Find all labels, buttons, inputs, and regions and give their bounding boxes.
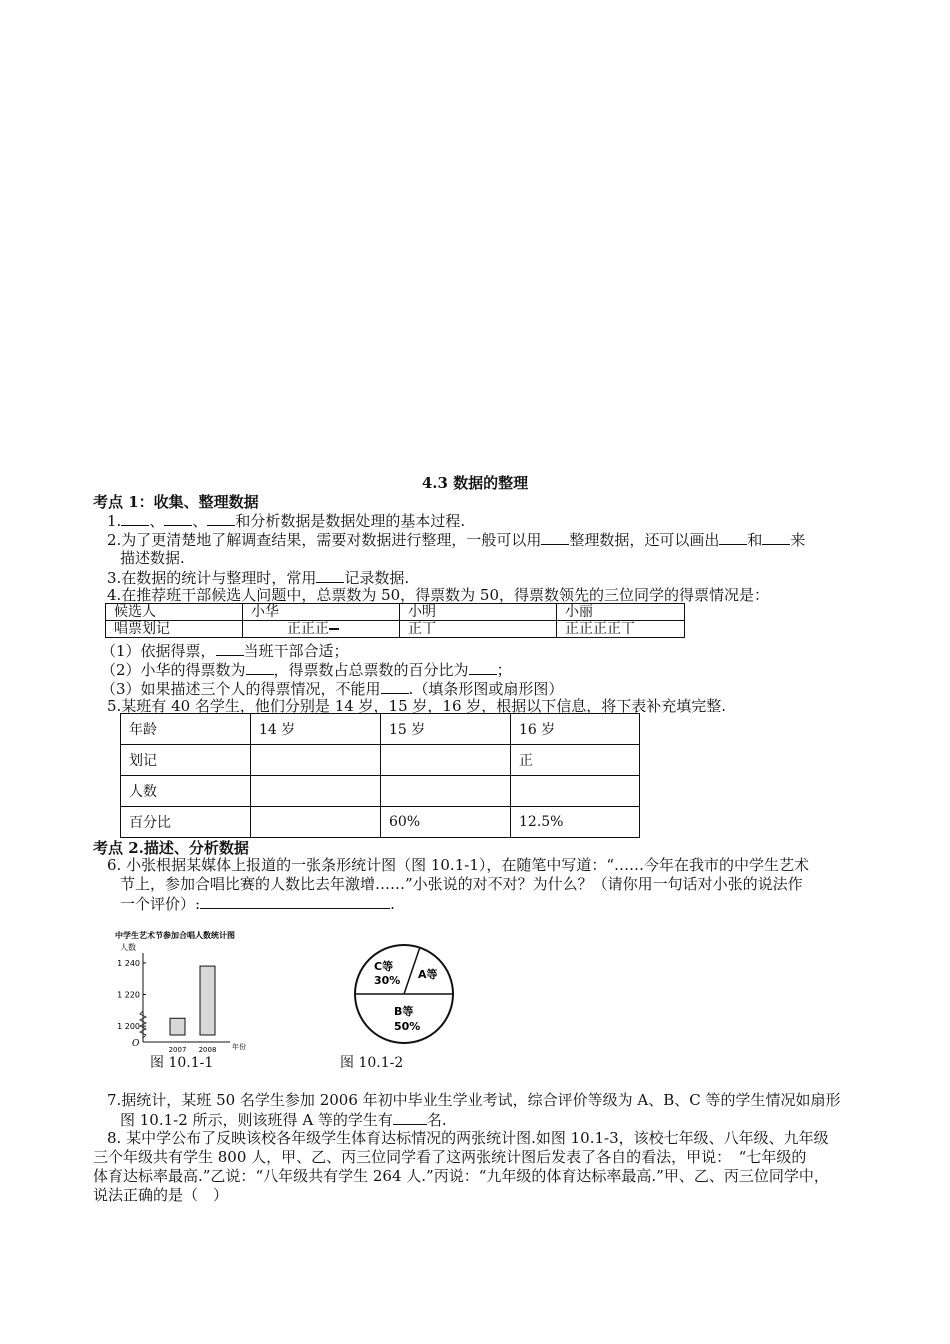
question-2-line2: 描述数据.	[120, 549, 185, 567]
question-7-line1: 7.据统计，某班 50 名学生参加 2006 年初中毕业生学业考试，综合评价等级为 A、B、C 等的学生情况如扇形	[107, 1091, 841, 1109]
question-5: 5.某班有 40 名学生，他们分别是 14 岁，15 岁，16 岁，根据以下信息，将下表补充填完整.	[107, 697, 727, 715]
question-4-part3: （3）如果描述三个人的得票情况，不能用 .（填条形图或扇形图）	[101, 680, 564, 698]
slice-b-value: 50%	[394, 1020, 421, 1033]
table-cell: 60%	[381, 807, 511, 838]
blank[interactable]	[762, 530, 790, 545]
table-cell: 人数	[121, 776, 251, 807]
slice-c-value: 30%	[374, 974, 401, 987]
blank[interactable]	[207, 511, 235, 526]
table-cell[interactable]	[381, 776, 511, 807]
blank[interactable]	[381, 679, 409, 694]
vote-table	[105, 603, 685, 638]
question-8-line3: 体育达标率最高.”乙说：“八年级共有学生 264 人.”丙说：“九年级的体育达标率最高.”甲、乙、丙三位同学中，	[93, 1167, 829, 1185]
question-8-line1: 8. 某中学公布了反映该校各年级学生体育达标情况的两张统计图.如图 10.1-3，该校七年级、八年级、九年级	[107, 1129, 829, 1147]
question-2: 2.为了更清楚地了解调查结果，需要对数据进行整理，一般可以用 整理数据，还可以画出 和 来	[107, 531, 806, 549]
table-cell: 唱票划记	[106, 621, 243, 638]
bar-2007	[170, 1018, 185, 1035]
table-cell: 百分比	[121, 807, 251, 838]
question-1: 1. 、 、 和分析数据是数据处理的基本过程.	[107, 512, 466, 530]
slice-c-label: C等	[374, 960, 394, 973]
question-7-line2: 图 10.1-2 所示，则该班得 A 等的学生有 名.	[120, 1111, 447, 1129]
question-3: 3.在数据的统计与整理时，常用 记录数据.	[107, 569, 410, 587]
y-tick-label: 1 200	[117, 1022, 140, 1032]
bars	[169, 966, 217, 1054]
table-cell: 16 岁	[511, 714, 640, 745]
x-axis-label: 年份	[232, 1043, 246, 1051]
blank[interactable]	[541, 530, 569, 545]
table-cell: 12.5%	[511, 807, 640, 838]
table-cell: 划记	[121, 745, 251, 776]
slice-a-label: A等	[418, 968, 438, 981]
table-cell: 正丅	[400, 621, 557, 638]
y-ticks	[117, 959, 146, 1031]
section-2-heading: 考点 2.描述、分析数据	[93, 839, 249, 857]
blank[interactable]	[246, 660, 274, 675]
table-cell[interactable]	[381, 745, 511, 776]
blank[interactable]	[719, 530, 747, 545]
table-cell: 小明	[400, 604, 557, 621]
table-cell: 正正正	[243, 621, 400, 638]
y-tick-label: 1 220	[117, 990, 140, 1000]
section-1-heading: 考点 1：收集、整理数据	[93, 493, 259, 511]
y-tick-label: 1 240	[117, 958, 140, 968]
question-6-line3: 一个评价）: .	[120, 895, 395, 913]
table-row	[121, 745, 640, 776]
origin-label: O	[132, 1039, 140, 1049]
figure-caption-1: 图 10.1-1	[150, 1055, 214, 1071]
tally-stroke	[329, 628, 339, 630]
table-row	[106, 604, 685, 621]
answer-blank[interactable]	[200, 894, 390, 909]
table-row	[121, 776, 640, 807]
table-row	[106, 621, 685, 638]
bar-2008	[200, 966, 215, 1035]
table-row	[121, 807, 640, 838]
age-table	[120, 713, 640, 838]
pie-chart	[350, 940, 460, 1050]
question-6-line1: 6. 小张根据某媒体上报道的一张条形统计图（图 10.1-1），在随笔中写道：“……今年在我市的中学生艺术	[107, 856, 810, 874]
table-cell: 正	[511, 745, 640, 776]
blank[interactable]	[469, 660, 497, 675]
slice-b-label: B等	[394, 1005, 414, 1018]
x-tick-label: 2008	[198, 1046, 217, 1054]
question-6-line2: 节上，参加合唱比赛的人数比去年激增……”小张说的对不对？为什么？（请你用一句话对小张的说法作	[120, 875, 803, 893]
question-8-line2: 三个年级共有学生 800 人，甲、乙、丙三位同学看了这两张统计图后发表了各自的看法，甲说： “七年级的	[93, 1148, 807, 1166]
blank[interactable]	[393, 1110, 427, 1125]
figure-caption-2: 图 10.1-2	[340, 1055, 404, 1071]
blank[interactable]	[316, 568, 344, 583]
question-4: 4.在推荐班干部候选人问题中，总票数为 50，得票数为 50，得票数领先的三位同学的得票情况是：	[107, 586, 770, 604]
question-4-part1: （1）依据得票， 当班干部合适；	[101, 642, 349, 660]
table-cell: 正正正正丅	[557, 621, 685, 638]
blank[interactable]	[216, 641, 244, 656]
page-title: 4.3 数据的整理	[421, 474, 529, 492]
table-cell: 15 岁	[381, 714, 511, 745]
table-cell[interactable]	[251, 807, 381, 838]
table-cell: 候选人	[106, 604, 243, 621]
question-4-part2: （2）小华的得票数为 ，得票数占总票数的百分比为 ；	[101, 661, 512, 679]
table-cell: 14 岁	[251, 714, 381, 745]
table-cell: 小丽	[557, 604, 685, 621]
y-axis-label: 人数	[120, 943, 136, 952]
table-cell[interactable]	[251, 776, 381, 807]
table-cell[interactable]	[251, 745, 381, 776]
bar-chart	[110, 925, 260, 1055]
x-tick-label: 2007	[168, 1046, 187, 1054]
chart-title: 中学生艺术节参加合唱人数统计图	[115, 931, 235, 940]
blank[interactable]	[164, 511, 192, 526]
question-8-line4: 说法正确的是（ ）	[93, 1186, 229, 1204]
table-cell[interactable]	[511, 776, 640, 807]
table-row	[121, 714, 640, 745]
table-cell: 小华	[243, 604, 400, 621]
table-cell: 年龄	[121, 714, 251, 745]
blank[interactable]	[121, 511, 149, 526]
